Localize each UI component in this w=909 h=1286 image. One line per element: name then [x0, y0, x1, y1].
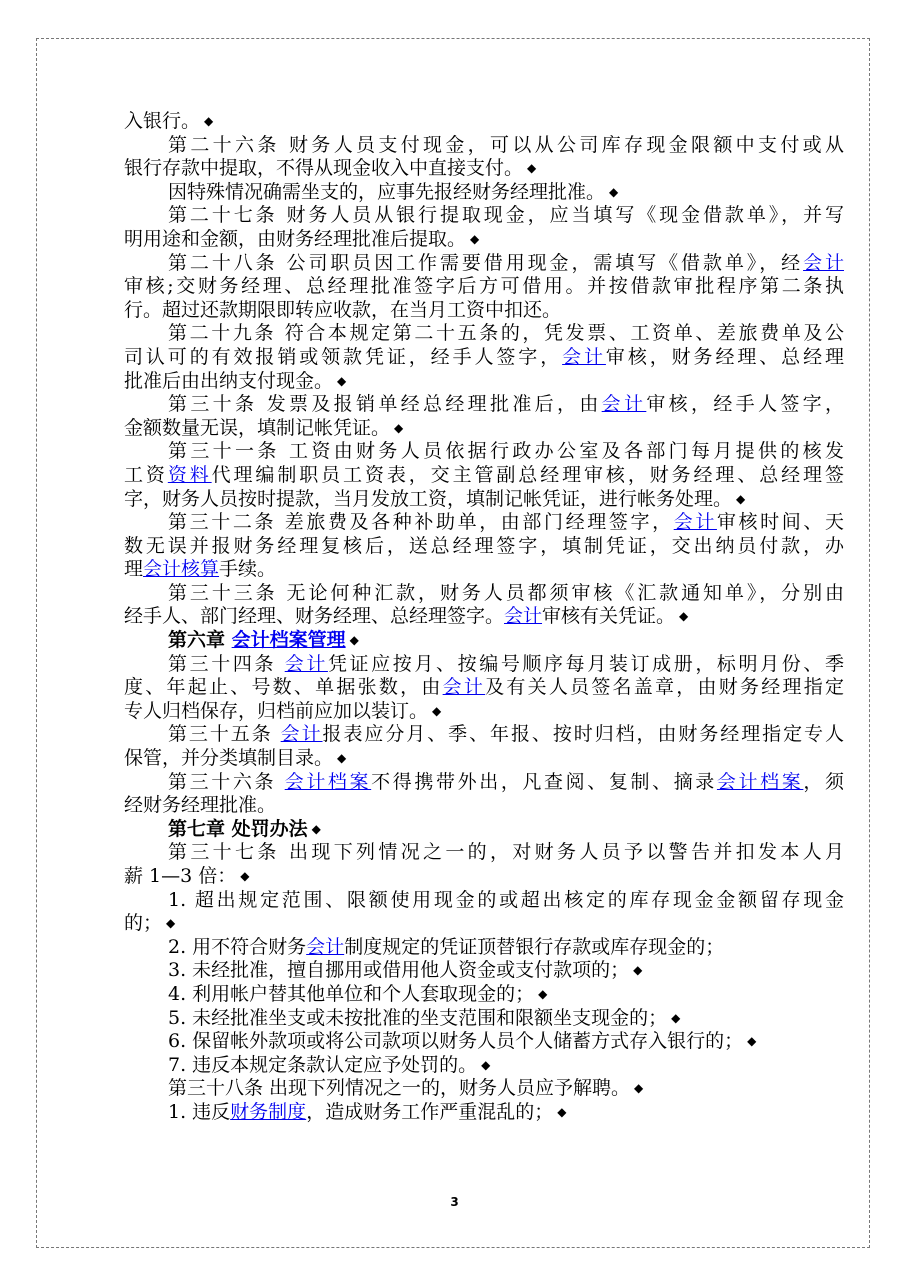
text-line	[124, 794, 844, 818]
text-line	[124, 582, 844, 606]
hyperlink[interactable]: 会计档案管理	[231, 629, 346, 652]
paragraph-mark-icon: ◆	[527, 161, 537, 176]
text-segment: 银行存款中提取，不得从现金收入中直接支付。	[124, 157, 524, 180]
text-line	[124, 440, 844, 464]
text-line	[124, 535, 844, 559]
hyperlink[interactable]: 会计	[280, 723, 323, 746]
text-line	[124, 865, 844, 889]
text-line	[124, 983, 844, 1007]
text-line	[124, 653, 844, 677]
text-segment: 5. 未经批准坐支或未按批准的坐支范围和限额坐支现金的；	[168, 1006, 668, 1029]
text-segment: 第三十二条 差旅费及各种补助单，由部门经理签字，	[168, 511, 674, 534]
paragraph-mark-icon: ◆	[349, 633, 359, 648]
text-segment: 第三十三条 无论何种汇款，财务人员都须审核《汇款通知单》，分别由	[168, 581, 844, 604]
text-segment: 3. 未经批准，擅自挪用或借用他人资金或支付款项的；	[168, 959, 630, 982]
chapter-heading	[124, 818, 844, 842]
text-segment: 因特殊情况确需坐支的，应事先报经财务经理批准。	[168, 180, 606, 203]
paragraph-mark-icon: ◆	[609, 184, 619, 199]
text-line	[124, 322, 844, 346]
text-segment: 专人归档保存，归档前应加以装订。	[124, 699, 429, 722]
text-line	[124, 1007, 844, 1031]
text-line	[124, 676, 844, 700]
text-line	[124, 181, 844, 205]
text-segment: 及有关人员签名盖章，由财务经理指定	[485, 676, 844, 699]
text-segment: 6. 保留帐外款项或将公司款项以财务人员个人储蓄方式存入银行的；	[168, 1030, 744, 1053]
hyperlink[interactable]: 会计	[601, 393, 647, 416]
hyperlink[interactable]: 会计	[673, 511, 717, 534]
text-line	[124, 912, 844, 936]
paragraph-mark-icon: ◆	[204, 114, 214, 128]
text-line	[124, 700, 844, 724]
paragraph-mark-icon: ◆	[166, 916, 176, 931]
text-segment: 第三十五条	[168, 723, 281, 746]
text-line	[124, 1077, 844, 1101]
text-segment: 行。超过还款期限即转应收款，在当月工资中扣还。	[124, 298, 562, 321]
text-segment: 1. 超出规定范围、限额使用现金的或超出核定的库存现金金额留存现金	[168, 888, 844, 911]
text-segment: ，造成财务工作严重混乱的；	[306, 1100, 554, 1123]
text-segment: 的；	[124, 912, 163, 935]
text-segment: 报表应分月、季、年报、按时归档，由财务经理指定专人	[322, 723, 844, 746]
hyperlink[interactable]: 资料	[167, 463, 212, 486]
text-segment: 审核，经手人签字，	[646, 393, 844, 416]
hyperlink[interactable]: 会计	[442, 676, 486, 699]
text-segment: 金额数量无误，填制记帐凭证。	[124, 416, 391, 439]
text-line	[124, 605, 844, 629]
text-line	[124, 959, 844, 983]
paragraph-mark-icon: ◆	[633, 963, 643, 978]
paragraph-mark-icon: ◆	[747, 1034, 757, 1049]
text-segment: 第三十八条 出现下列情况之一的，财务人员应予解聘。	[168, 1077, 631, 1100]
text-line	[124, 747, 844, 771]
hyperlink[interactable]: 会计	[562, 345, 606, 368]
text-line	[124, 511, 844, 535]
text-segment: 第三十七条 出现下列情况之一的，对财务人员予以警告并扣发本人月	[168, 841, 844, 864]
text-segment: 经手人、部门经理、财务经理、总经理签字。	[124, 605, 505, 628]
chapter-heading	[124, 629, 844, 653]
text-segment: 度、年起止、号数、单据张数，由	[124, 676, 443, 699]
paragraph-mark-icon: ◆	[470, 231, 480, 246]
text-line	[124, 275, 844, 299]
text-segment: 薪 1—3 倍：	[124, 865, 237, 887]
text-line	[124, 110, 844, 134]
text-segment: 第三十一条 工资由财务人员依据行政办公室及各部门每月提供的核发	[168, 440, 844, 463]
text-line	[124, 771, 844, 795]
text-line	[124, 1054, 844, 1078]
paragraph-mark-icon: ◆	[671, 1010, 681, 1025]
text-segment: 理	[124, 558, 144, 581]
text-line	[124, 488, 844, 512]
paragraph-mark-icon: ◆	[538, 986, 548, 1001]
text-segment: 司认可的有效报销或领款凭证，经手人签字，	[124, 345, 563, 368]
text-segment: 工资	[124, 463, 168, 486]
text-segment: 批准后由出纳支付现金。	[124, 369, 334, 392]
text-segment: 经财务经理批准。	[124, 794, 277, 817]
text-segment: 字，财务人员按时提款，当月发放工资，填制记帐凭证，进行帐务处理。	[124, 487, 733, 510]
text-line	[124, 393, 844, 417]
text-segment: 第六章	[168, 629, 232, 652]
hyperlink[interactable]: 会计	[504, 605, 543, 628]
text-segment: 第二十七条 财务人员从银行提取现金，应当填写《现金借款单》，并写	[168, 204, 844, 227]
hyperlink[interactable]: 会计核算	[143, 558, 220, 581]
text-line	[124, 157, 844, 181]
text-segment: 代理编制职员工资表，交主管副总经理审核，财务经理、总经理签	[211, 463, 844, 486]
text-segment: 第三十四条	[168, 652, 285, 675]
text-segment: 入银行。	[124, 110, 201, 132]
text-segment: ，须	[803, 770, 844, 793]
text-line	[124, 841, 844, 865]
text-line	[124, 299, 844, 323]
text-line	[124, 889, 844, 913]
text-segment: 审核时间、天	[716, 511, 844, 534]
text-line	[124, 252, 844, 276]
paragraph-mark-icon: ◆	[337, 373, 347, 388]
text-line	[124, 134, 844, 158]
text-line	[124, 1030, 844, 1054]
text-segment: 第三十六条	[168, 770, 285, 793]
text-segment: 审核有关凭证。	[542, 605, 676, 628]
text-line	[124, 346, 844, 370]
text-segment: 4. 利用帐户替其他单位和个人套取现金的；	[168, 982, 535, 1005]
paragraph-mark-icon: ◆	[311, 821, 321, 836]
text-segment: 第二十六条 财务人员支付现金，可以从公司库存现金限额中支付或从	[168, 133, 844, 156]
text-segment: 审核，财务经理、总经理	[605, 345, 844, 368]
text-segment: 手续。	[219, 558, 277, 581]
paragraph-mark-icon: ◆	[394, 420, 404, 435]
text-segment: 保管，并分类填制目录。	[124, 747, 334, 770]
hyperlink[interactable]: 会计	[803, 251, 844, 274]
text-segment: 凭证应按月、按编号顺序每月装订成册，标明月份、季	[327, 652, 844, 675]
text-segment: 7. 违反本规定条款认定应予处罚的。	[168, 1053, 478, 1076]
text-segment: 第二十八条 公司职员因工作需要借用现金，需填写《借款单》，经	[168, 251, 804, 274]
text-line	[124, 558, 844, 582]
paragraph-mark-icon: ◆	[679, 609, 689, 624]
paragraph-mark-icon: ◆	[337, 751, 347, 766]
text-segment: 明用途和金额，由财务经理批准后提取。	[124, 227, 467, 250]
text-segment: 制度规定的凭证顶替银行存款或库存现金的；	[344, 935, 725, 958]
paragraph-mark-icon: ◆	[481, 1057, 491, 1072]
text-segment: 第二十九条 符合本规定第二十五条的，凭发票、工资单、差旅费单及公	[168, 322, 844, 345]
hyperlink[interactable]: 会计档案	[284, 770, 372, 793]
text-line	[124, 723, 844, 747]
hyperlink[interactable]: 财务制度	[230, 1100, 307, 1123]
text-segment: 第七章 处罚办法	[168, 817, 308, 840]
hyperlink[interactable]: 会计	[284, 652, 328, 675]
page-number: 3	[450, 1195, 459, 1209]
text-line	[124, 417, 844, 441]
text-segment: 不得携带外出，凡查阅、复制、摘录	[371, 770, 717, 793]
text-segment: 审核;交财务经理、总经理批准签字后方可借用。并按借款审批程序第二条执	[124, 275, 844, 298]
paragraph-mark-icon: ◆	[240, 869, 250, 883]
text-segment: 第三十条 发票及报销单经总经理批准后，由	[168, 393, 602, 416]
document-body	[124, 110, 844, 1125]
text-segment: 1. 违反	[168, 1100, 231, 1123]
text-line	[124, 936, 844, 960]
text-line	[124, 1101, 844, 1125]
text-line	[124, 464, 844, 488]
paragraph-mark-icon: ◆	[634, 1081, 644, 1096]
hyperlink[interactable]: 会计档案	[716, 770, 804, 793]
paragraph-mark-icon: ◆	[557, 1104, 567, 1119]
text-line	[124, 204, 844, 228]
text-segment: 数无误并报财务经理复核后，送总经理签字，填制凭证，交出纳员付款，办	[124, 534, 844, 557]
text-segment: 2. 用不符合财务	[168, 935, 307, 958]
text-line	[124, 370, 844, 394]
text-line	[124, 228, 844, 252]
paragraph-mark-icon: ◆	[432, 703, 442, 718]
paragraph-mark-icon: ◆	[736, 491, 746, 506]
hyperlink[interactable]: 会计	[306, 935, 345, 958]
